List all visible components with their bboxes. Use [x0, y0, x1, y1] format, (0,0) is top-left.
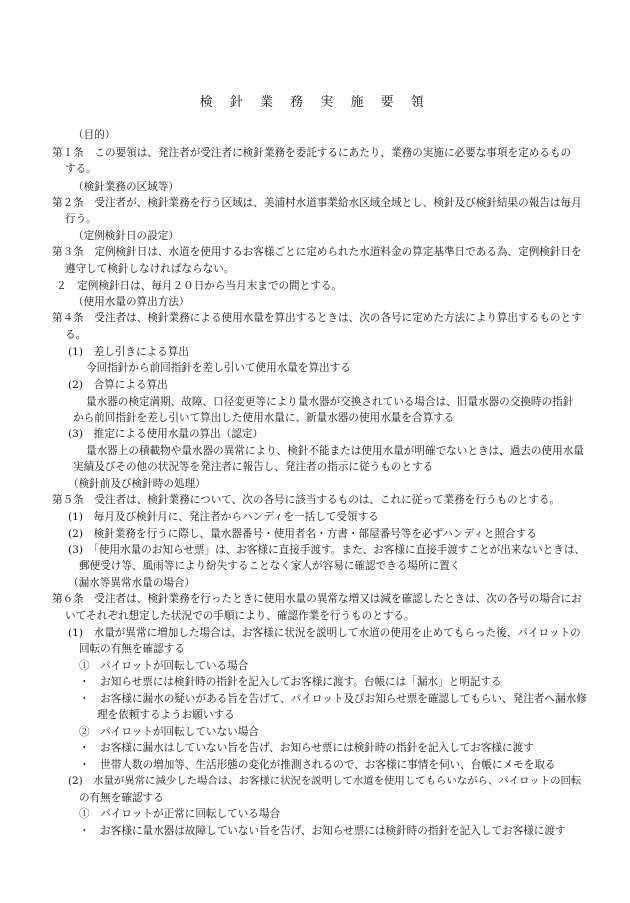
text-line: （定例検針日の設定）	[73, 230, 179, 242]
text-line: (1) 差し引きによる算出	[68, 346, 189, 358]
text-line: 遵守して検針しなければならない。	[65, 263, 235, 275]
text-line: する。	[65, 163, 97, 175]
text-line: 理を依頼するようお願いする	[97, 709, 235, 721]
text-line: 第２条 受注者が、検針業務を行う区域は、美浦村水道事業給水区域全域とし、検針及び検針結果の報告は毎月	[52, 197, 582, 209]
text-line: ・ お客様に漏水の疑いがある旨を告げて、パイロット及びお知らせ票を確認してもらい、発注者へ漏水修	[79, 693, 587, 705]
text-line: いてそれぞれ想定した状況での手順により、確認作業を行うものとする。	[65, 610, 415, 622]
text-line: 今回指針から前回指針を差し引いて使用水量を算出する	[86, 362, 351, 374]
text-line: （目的）	[73, 129, 116, 141]
text-line: (3) 「使用水量のお知らせ票」は、お客様に直接手渡す。また、お客様に直接手渡すことが出来ないときは、	[68, 544, 586, 556]
text-line: 第１条 この要領は、発注者が受注者に検針業務を委託するにあたり、業務の実施に必要な事項を定めるもの	[52, 147, 572, 159]
text-line: (1) 毎月及び検針月に、発注者からハンディを一括して受領する	[68, 511, 379, 523]
text-line: (2) 水量が異常に減少した場合は、お客様に状況を説明して水道を使用してもらいながら、パイロットの回転	[68, 775, 582, 787]
text-line: ２ 定例検針日は、毎月２０日から当月末までの間とする。	[56, 280, 343, 292]
text-line: ・ お知らせ票には検針時の指針を記入してお客様に渡す。台帳には「漏水」と明記する	[79, 676, 502, 688]
text-line: ① パイロットが回転している場合	[79, 660, 249, 672]
text-line: る。	[65, 329, 87, 341]
text-line: （検針前及び検針時の処理）	[68, 478, 206, 490]
text-line: 第５条 受注者は、検針業務について、次の各号に該当するものは、これに従って業務を行うものとする。	[52, 494, 561, 506]
text-line: （検針業務の区域等）	[73, 181, 179, 193]
text-line: 量水器の検定満期、故障、口径変更等により量水器が交換されている場合は、旧量水器の交換時の指針	[86, 396, 574, 408]
text-line: （漏水等異常水量の場合）	[68, 577, 196, 589]
text-line: 第４条 受注者は、検針業務による使用水量を算出するときは、次の各号に定めた方法により算出するものとす	[52, 312, 582, 324]
text-line: (1) 水量が異常に増加した場合は、お客様に状況を説明して水道の使用を止めてもらった後、パイロットの	[68, 627, 581, 639]
text-line: 回転の有無を確認する	[79, 643, 185, 655]
text-line: ① パイロットが正常に回転している場合	[79, 808, 281, 820]
text-line: の有無を確認する	[79, 792, 164, 804]
text-line: (2) 検針業務を行うに際し、量水器番号・使用者名・方書・部屋番号等を必ずハンディと照合する	[68, 528, 537, 540]
text-line: ・ 世帯人数の増加等、生活形態の変化が推測されるので、お客様に事情を伺い、台帳にメモを取る	[79, 759, 556, 771]
text-line: ・ お客様に量水器は故障していない旨を告げ、お知らせ票には検針時の指針を記入してお客様に渡す	[79, 825, 566, 837]
text-line: ・ お客様に漏水はしていない旨を告げ、お知らせ票には検針時の指針を記入してお客様に渡す	[79, 742, 534, 754]
text-line: (3) 推定による使用水量の算出（認定）	[68, 428, 264, 440]
text-line: （使用水量の算出方法）	[73, 296, 190, 308]
text-line: 第３条 定例検針日は、水道を使用するお客様ごとに定められた水道料金の算定基準日である為、定例検針日を	[52, 246, 582, 258]
document-title: 検 針 業 務 実 施 要 領	[199, 95, 431, 110]
text-line: 第６条 受注者は、検針業務を行ったときに使用水量の異常な増又は減を確認したときは、次の各号の場合にお	[52, 593, 582, 605]
text-line: ② パイロットが回転していない場合	[79, 726, 259, 738]
text-line: (2) 合算による算出	[68, 379, 168, 391]
text-line: から前回指針を差し引いて算出した使用水量に、新量水器の使用水量を合算する	[73, 412, 455, 424]
text-line: 郵便受け等、風雨等により紛失することなく家人が容易に確認できる場所に置く	[79, 560, 461, 572]
text-line: 行う。	[65, 213, 97, 225]
text-line: 実績及びその他の状況等を発注者に報告し、発注者の指示に従うものとする	[73, 461, 434, 473]
text-line: 量水器上の積載物や量水器の異常により、検針不能または使用水量が明確でないときは、過去の使用水量	[86, 445, 584, 457]
